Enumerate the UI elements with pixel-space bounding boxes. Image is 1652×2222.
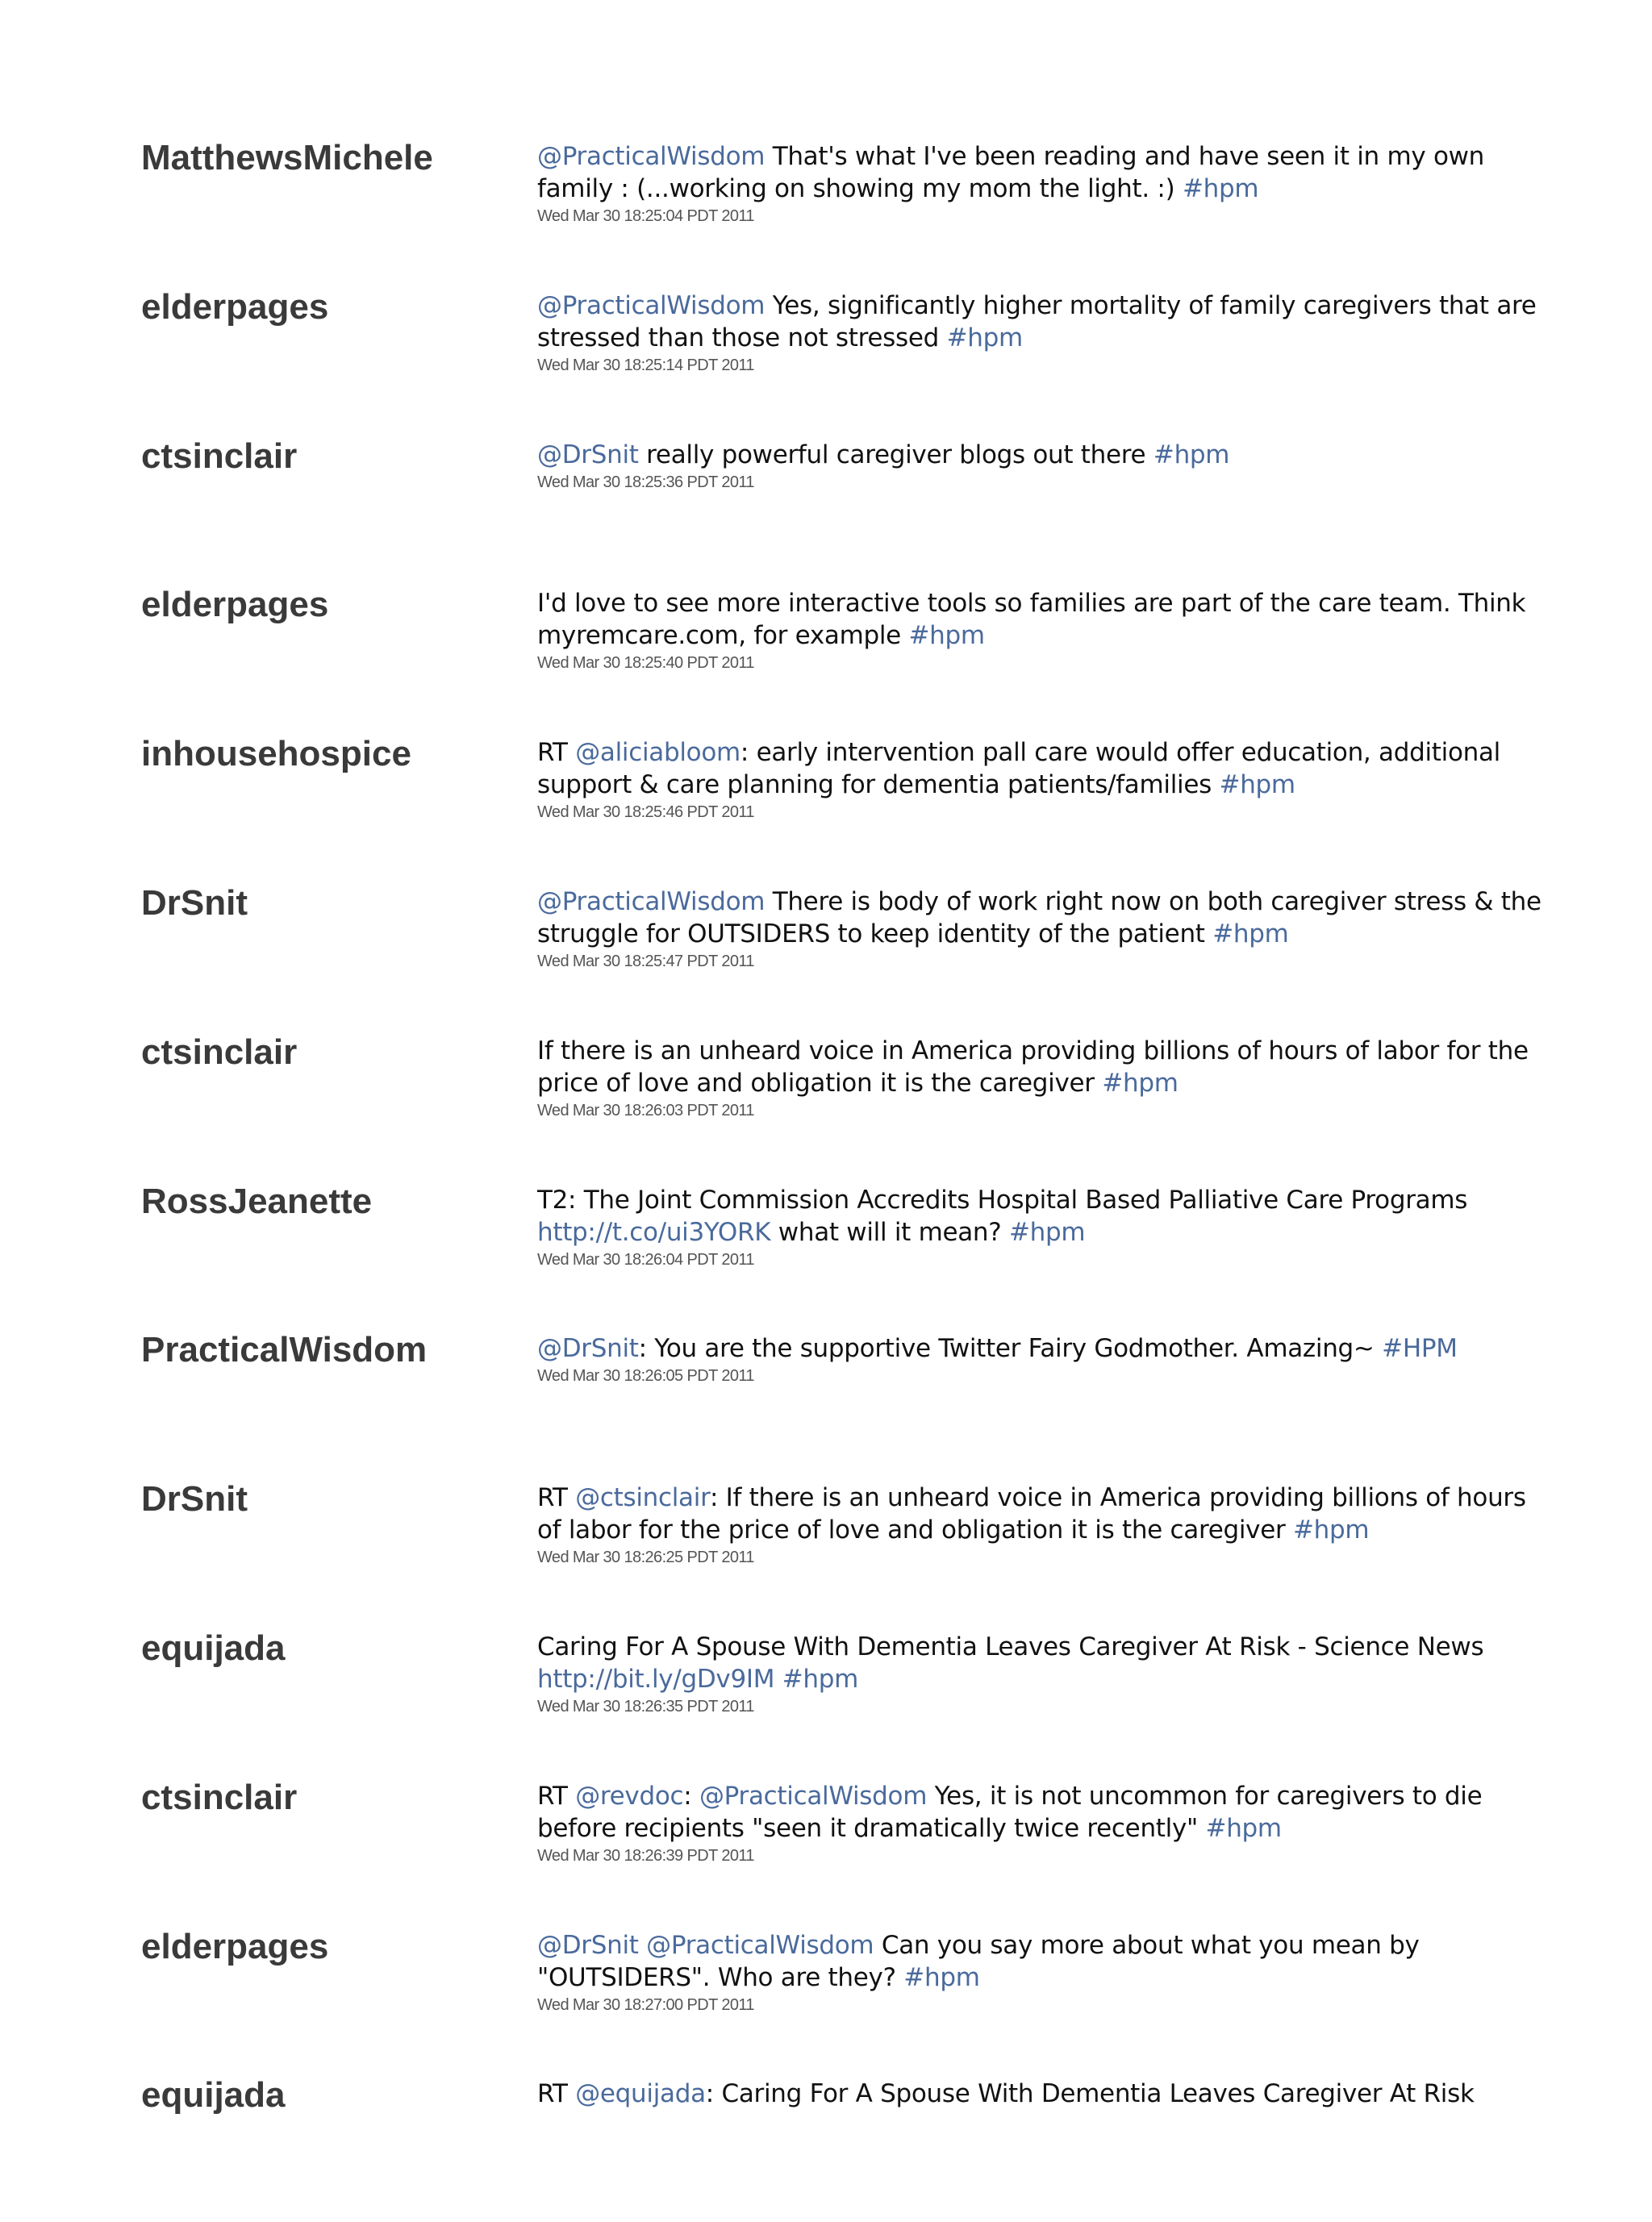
tweet-text-segment: There is body of work right now on both caregiver stress & the struggle for OUTSIDERS to keep identity of the patient [537, 887, 1541, 948]
tweet-timestamp: Wed Mar 30 18:26:35 PDT 2011 [537, 1698, 754, 1715]
tweet-author[interactable]: DrSnit [141, 1479, 248, 1519]
tweet-text-segment: : Caring For A Spouse With Dementia Leaves Caregiver At Risk [705, 2079, 1475, 2108]
tweet-author[interactable]: PracticalWisdom [141, 1330, 428, 1369]
tweet-text-segment: I'd love to see more interactive tools so families are part of the care team. Think myremcare.com, for example [537, 589, 1526, 650]
tweet-row [0, 1179, 1652, 1328]
hashtag-link[interactable]: #hpm [946, 323, 1023, 352]
tweet-text-segment: RT [537, 1483, 576, 1512]
tweet-text [537, 887, 1541, 948]
hashtag-link[interactable]: #hpm [782, 1665, 859, 1694]
tweet-row [0, 1924, 1652, 2074]
tweet-body [537, 2078, 1550, 2110]
mention-link[interactable]: @aliciabloom [575, 738, 740, 767]
tweet-body [537, 1631, 1550, 1717]
hashtag-link[interactable]: #hpm [1212, 919, 1289, 948]
mention-link[interactable]: @PracticalWisdom [537, 887, 766, 916]
mention-link[interactable]: @revdoc [575, 1782, 684, 1811]
tweet-text [537, 1036, 1529, 1098]
tweet-text [537, 1782, 1482, 1843]
tweet-author[interactable]: elderpages [141, 287, 329, 327]
tweet-author[interactable]: equijada [141, 1628, 286, 1668]
mention-link[interactable]: @PracticalWisdom [646, 1931, 874, 1960]
tweet-row [0, 135, 1652, 285]
tweet-text-segment: Can you say more about what you mean by "OUTSIDERS". Who are they? [537, 1931, 1420, 1992]
mention-link[interactable]: @PracticalWisdom [537, 291, 766, 320]
tweet-body [537, 290, 1550, 376]
tweet-text [537, 738, 1500, 799]
tweet-text-segment: That's what I've been reading and have seen it in my own family : (...working on showing my mom the light. :) [537, 142, 1485, 203]
tweet-author[interactable]: MatthewsMichele [141, 138, 433, 177]
tweet-text-segment: T2: The Joint Commission Accredits Hospital Based Palliative Care Programs [537, 1186, 1468, 1215]
hashtag-link[interactable]: #hpm [1102, 1069, 1179, 1098]
mention-link[interactable]: @PracticalWisdom [699, 1782, 928, 1811]
mention-link[interactable]: @PracticalWisdom [537, 142, 766, 171]
hashtag-link[interactable]: #hpm [1293, 1515, 1370, 1545]
tweet-text-segment: : [683, 1782, 699, 1811]
tweet-timestamp: Wed Mar 30 18:26:05 PDT 2011 [537, 1367, 754, 1385]
tweet-timestamp: Wed Mar 30 18:25:46 PDT 2011 [537, 803, 754, 821]
mention-link[interactable]: @DrSnit [537, 1931, 639, 1960]
tweet-text-segment: : If there is an unheard voice in America providing billions of hours of labor for the price of love and obligation it is the caregiver [537, 1483, 1526, 1545]
hashtag-link[interactable]: #hpm [1205, 1814, 1282, 1843]
tweet-row [0, 1477, 1652, 1626]
tweet-timestamp: Wed Mar 30 18:25:47 PDT 2011 [537, 953, 754, 970]
hashtag-link[interactable]: #hpm [903, 1963, 980, 1992]
tweet-text-segment: RT [537, 1782, 576, 1811]
tweet-timestamp: Wed Mar 30 18:26:04 PDT 2011 [537, 1251, 754, 1269]
tweet-text-segment: really powerful caregiver blogs out there [638, 440, 1153, 469]
tweet-row [0, 2073, 1652, 2222]
tweet-author[interactable]: inhousehospice [141, 734, 411, 773]
tweet-author[interactable]: ctsinclair [141, 436, 298, 476]
tweet-row [0, 1030, 1652, 1179]
tweet-text [537, 1483, 1526, 1545]
tweet-author[interactable]: ctsinclair [141, 1032, 298, 1072]
mention-link[interactable]: @DrSnit [537, 440, 639, 469]
tweet-timestamp: Wed Mar 30 18:25:14 PDT 2011 [537, 356, 754, 374]
tweet-timestamp: Wed Mar 30 18:25:36 PDT 2011 [537, 473, 754, 491]
tweet-text-segment: : early intervention pall care would offer education, additional support & care planning for dementia patients/families [537, 738, 1500, 799]
tweet-text [537, 2079, 1475, 2108]
tweet-row [0, 285, 1652, 434]
tweet-body [537, 439, 1550, 493]
tweet-row [0, 732, 1652, 881]
tweet-body [537, 140, 1550, 227]
hashtag-link[interactable]: #hpm [1182, 174, 1259, 203]
tweet-author[interactable]: elderpages [141, 585, 329, 624]
tweet-text [537, 1186, 1467, 1247]
tweet-author[interactable]: RossJeanette [141, 1182, 373, 1221]
tweet-row [0, 1775, 1652, 1924]
tweet-body [537, 886, 1550, 972]
tweet-text-segment: Caring For A Spouse With Dementia Leaves Caregiver At Risk - Science News [537, 1632, 1484, 1661]
tweet-body [537, 736, 1550, 823]
tweet-text [537, 1632, 1483, 1694]
tweet-body [537, 587, 1550, 673]
tweet-timestamp: Wed Mar 30 18:26:25 PDT 2011 [537, 1549, 754, 1566]
tweet-text-segment: Yes, it is not uncommon for caregivers to die before recipients "seen it dramatically twice recently" [537, 1782, 1483, 1843]
tweet-text-segment: RT [537, 738, 576, 767]
tweet-body [537, 1184, 1550, 1270]
tweet-row [0, 1328, 1652, 1477]
tweet-text [537, 142, 1484, 203]
tweet-timestamp: Wed Mar 30 18:25:40 PDT 2011 [537, 654, 754, 672]
hashtag-link[interactable]: #HPM [1382, 1334, 1458, 1363]
tweet-text-segment: RT [537, 2079, 576, 2108]
tweet-text-segment [639, 1931, 647, 1960]
tweet-text [537, 291, 1537, 352]
url-link[interactable]: http://t.co/ui3YORK [537, 1218, 771, 1247]
tweet-body [537, 1929, 1550, 2016]
tweet-timestamp: Wed Mar 30 18:26:39 PDT 2011 [537, 1847, 754, 1865]
tweet-row [0, 434, 1652, 583]
tweet-text-segment: what will it mean? [770, 1218, 1009, 1247]
hashtag-link[interactable]: #hpm [908, 621, 985, 650]
tweet-row [0, 1626, 1652, 1775]
mention-link[interactable]: @equijada [575, 2079, 706, 2108]
tweet-timestamp: Wed Mar 30 18:25:04 PDT 2011 [537, 207, 754, 225]
tweet-text [537, 1334, 1458, 1363]
tweet-text [537, 1931, 1420, 1992]
tweet-text-segment: If there is an unheard voice in America providing billions of hours of labor for the price of love and obligation it is the caregiver [537, 1036, 1529, 1098]
tweet-text-segment: Yes, significantly higher mortality of family caregivers that are stressed than those not stressed [537, 291, 1537, 352]
tweet-text-segment [774, 1665, 782, 1694]
tweet-body [537, 1332, 1550, 1386]
hashtag-link[interactable]: #hpm [1219, 770, 1295, 799]
tweet-author[interactable]: elderpages [141, 1927, 329, 1966]
mention-link[interactable]: @DrSnit [537, 1334, 639, 1363]
hashtag-link[interactable]: #hpm [1153, 440, 1230, 469]
hashtag-link[interactable]: #hpm [1009, 1218, 1086, 1247]
tweet-author[interactable]: ctsinclair [141, 1778, 298, 1817]
mention-link[interactable]: @ctsinclair [575, 1483, 710, 1512]
tweet-body [537, 1780, 1550, 1866]
tweet-text [537, 440, 1229, 469]
tweet-timestamp: Wed Mar 30 18:26:03 PDT 2011 [537, 1102, 754, 1119]
tweet-body [537, 1482, 1550, 1568]
tweet-text [537, 589, 1525, 650]
tweet-text-segment: : You are the supportive Twitter Fairy Godmother. Amazing~ [638, 1334, 1383, 1363]
tweet-author[interactable]: DrSnit [141, 883, 248, 923]
tweet-row [0, 881, 1652, 1030]
tweet-timestamp: Wed Mar 30 18:27:00 PDT 2011 [537, 1996, 754, 2014]
tweet-row [0, 582, 1652, 732]
url-link[interactable]: http://bit.ly/gDv9IM [537, 1665, 775, 1694]
tweet-body [537, 1035, 1550, 1121]
tweet-author[interactable]: equijada [141, 2075, 286, 2115]
